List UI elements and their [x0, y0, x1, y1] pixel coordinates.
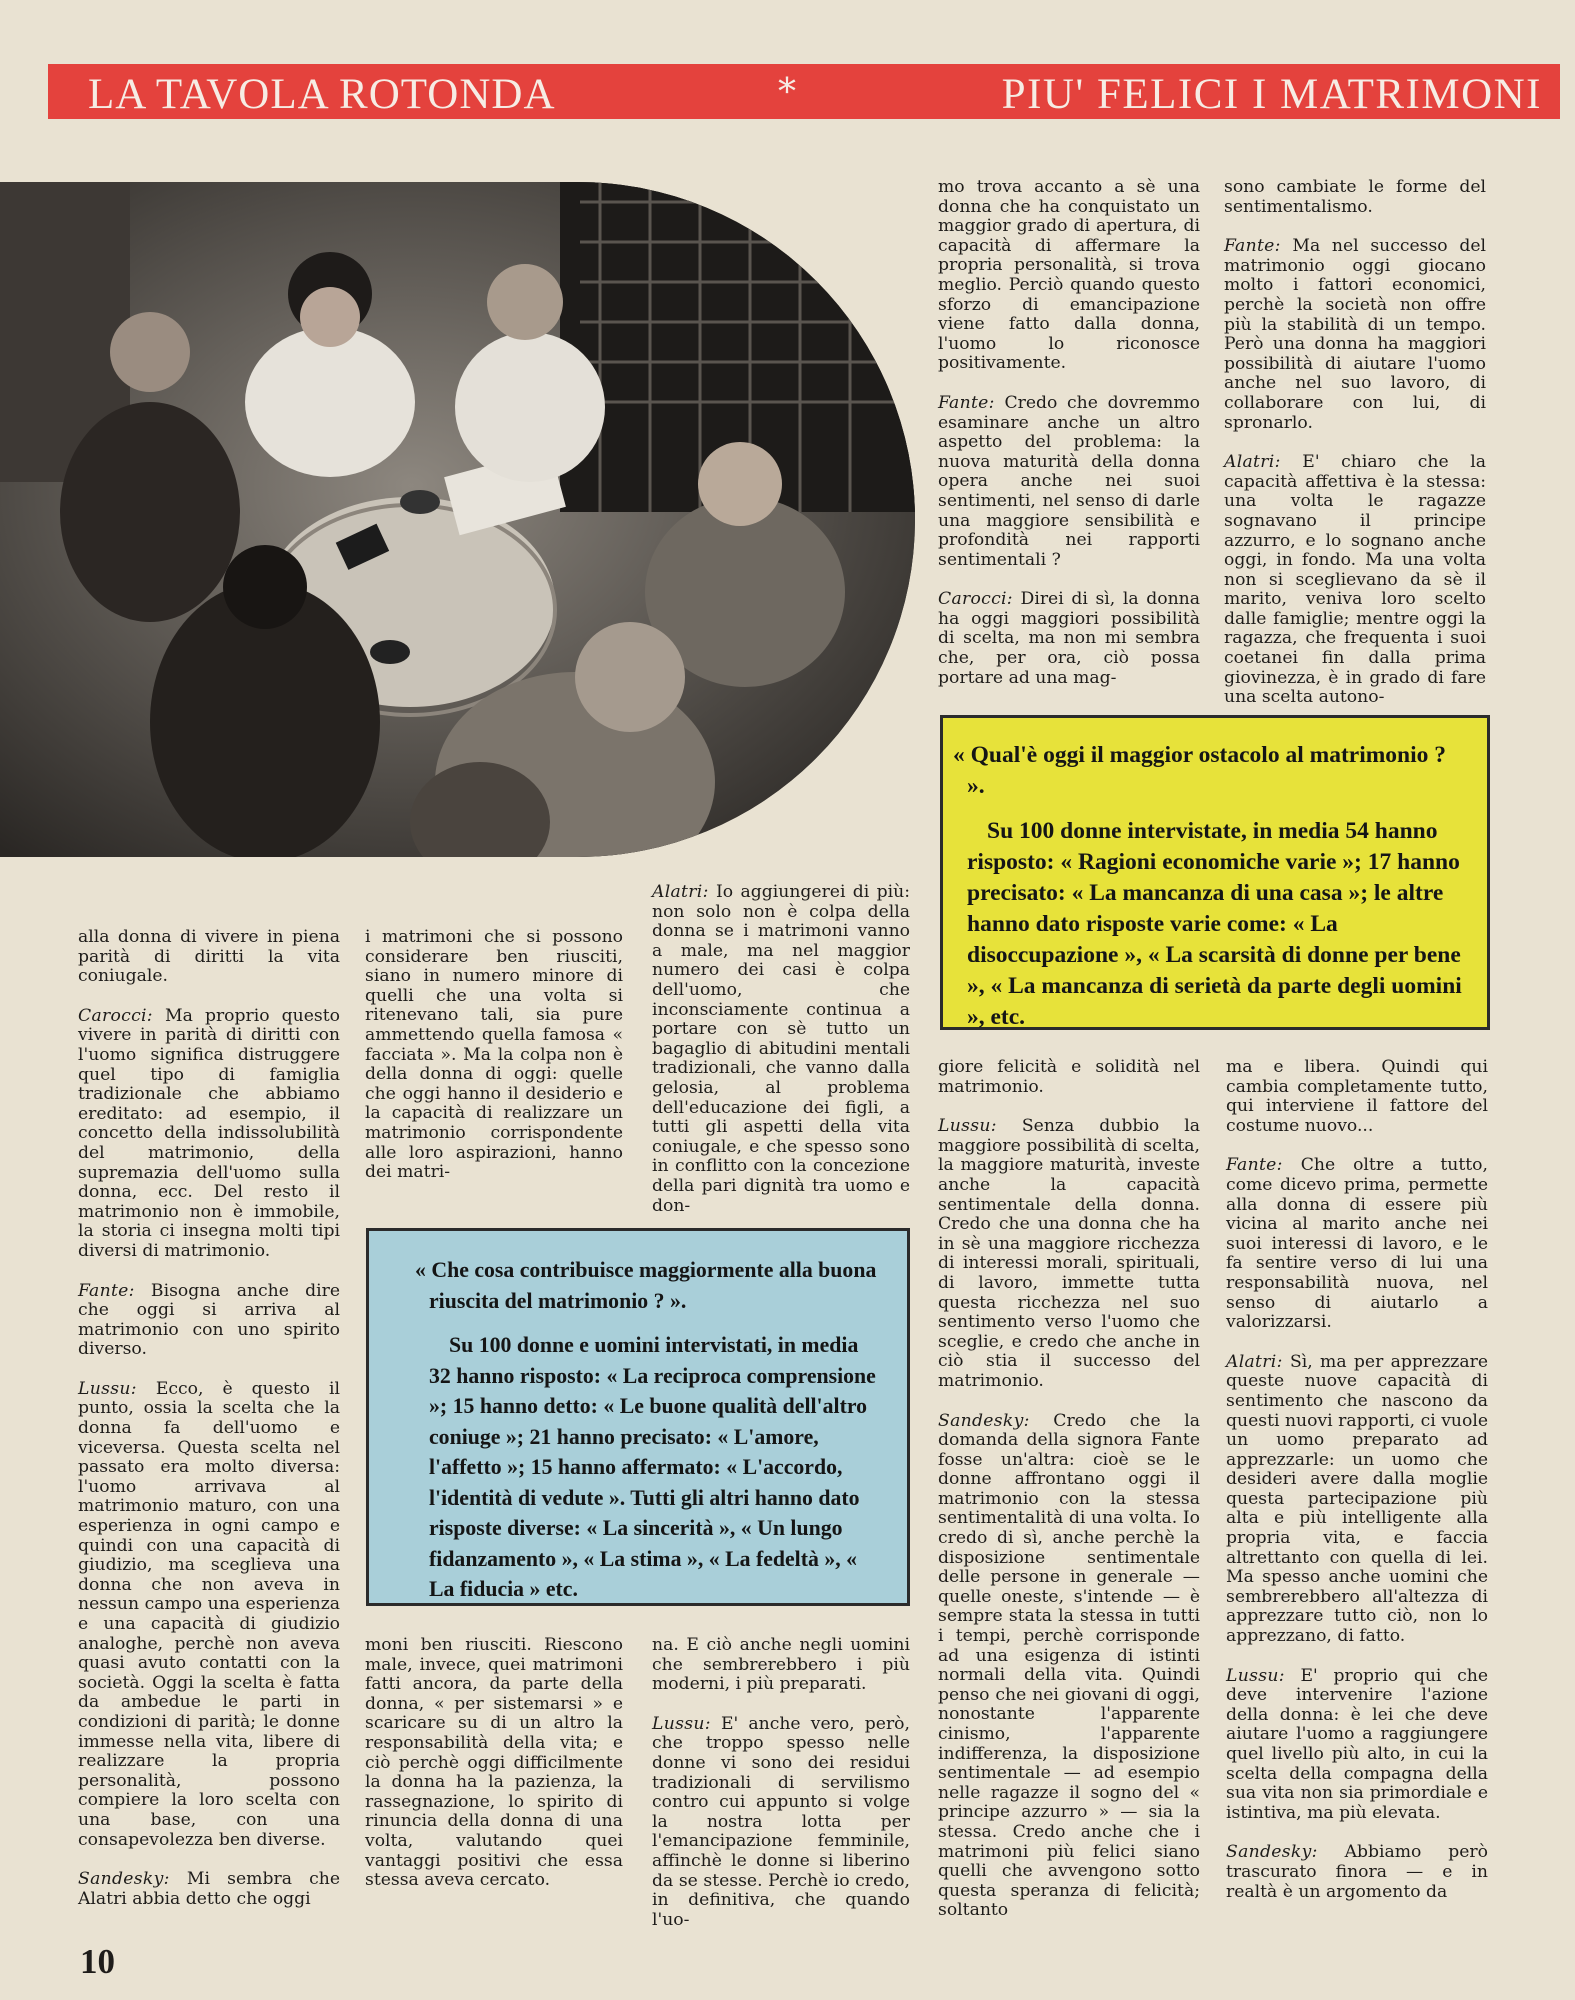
speaker-label: Alatri: — [652, 882, 709, 902]
paragraph — [365, 1636, 623, 1891]
photo-illustration — [0, 182, 915, 857]
paragraph-text: Ma proprio questo vivere in parità di diritti con l'uomo significa distruggere quel tipo di famiglia tradizionale che abbiamo ereditato: ad esempio, il concetto della indissolubilità del matrimonio, della supremazia dell'uomo sulla donna, ecc. Del resto il matrimonio non è immobile, la storia ci insegna molti tipi diversi di matrimonio. — [78, 1005, 340, 1261]
column-top-2 — [1224, 178, 1486, 708]
paragraph — [652, 883, 910, 1216]
paragraph-text: Che oltre a tutto, come dicevo prima, permette alla donna di essere più vicina al marito anche nei suoi interessi di lavoro, e le fa sentire verso di lui una responsabilità nuova, nel senso di aiutarlo a valorizzarsi. — [1226, 1155, 1488, 1333]
paragraph — [652, 1636, 910, 1695]
paragraph-text: alla donna di vivere in piena parità di diritti la vita coniugale. — [78, 927, 340, 987]
speaker-label: Lussu: — [938, 1116, 997, 1137]
round-table-photo — [0, 182, 915, 857]
column-top-1 — [938, 178, 1200, 688]
speaker-label: Fante: — [1224, 236, 1281, 257]
speaker-label: Alatri: — [1224, 452, 1281, 473]
paragraph-text: Senza dubbio la maggiore possibilità di scelta, la maggiore maturità, investe anche la capacità sentimentale della donna. Credo che una donna che ha in sè una maggiore ricchezza di interessi morali, spirituali, di lavoro, immette tutta questa ricchezza nel suo sentimento verso l'uomo che sceglie, e credo che anche in ciò stia il successo del matrimonio. — [938, 1116, 1200, 1391]
paragraph-text: Abbiamo però trascurato finora — e in realtà è un argomento da — [1226, 1842, 1488, 1902]
paragraph — [1224, 453, 1486, 708]
speaker-label: Fante: — [1226, 1155, 1283, 1176]
paragraph-text: Sì, ma per apprezzare queste nuove capacità di sentimento che nascono da questi nuovi rapporti, ci vuole un uomo preparato ad apprezzarle: un uomo che desideri avere dalla moglie questa partecipazione più alta e più intelligente alla propria vita, e faccia altrettanto con quella di lei. Ma spesso anche uomini che sembrerebbero all'altezza di apprezzare tutto ciò, non lo apprezzano, di fatto. — [1226, 1351, 1488, 1647]
paragraph-text: Credo che dovremmo esaminare anche un altro aspetto del problema: la nuova maturità della donna opera anche nei suoi sentimenti, nel senso di darle una maggiore sensibilità e profondità nei rapporti sentimentali ? — [938, 392, 1200, 570]
survey-box-obstacle — [940, 715, 1490, 1030]
speaker-label: Lussu: — [78, 1378, 137, 1399]
paragraph-text: i matrimoni che si possono considerare ben riusciti, siano in numero minore di quelli che una volta si ritenevano tali, sia pure ammettendo quella famosa « facciata ». Ma la colpa non è della donna di oggi: quelle che oggi hanno il desiderio e la capacità di realizzare un matrimonio corrispondente alle loro aspirazioni, hanno dei matri- — [365, 927, 623, 1183]
paragraph-text: mo trova accanto a sè una donna che ha conquistato un maggior grado di apertura, di capacità di affermare la propria personalità, si trova meglio. Perciò quando questo sforzo di emancipazione viene fatto dalla donna, l'uomo lo riconosce positivamente. — [938, 177, 1200, 374]
paragraph-text: Credo che la domanda della signora Fante fosse un'altra: cioè se le donne affrontano oggi il matrimonio con la stessa sentimentalità di una volta. Io credo di sì, anche perchè la disposizione sentimentale delle persone in generale — quelle oneste, s'intende — è sempre stata la stessa in tutti i tempi, perchè corrisponde ad una esigenza di istinti normali della vita. Quindi penso che nei giovani di oggi, nonostante l'apparente cinismo, l'apparente indifferenza, la disposizione sentimentale — ad esempio nelle ragazze il sogno del « principe azzurro » — sia la stessa. Credo anche che i matrimoni più felici siano quelli che avvengono sotto questa speranza di felicità; soltanto — [938, 1410, 1200, 1921]
survey-answer: Su 100 donne e uomini intervistati, in media 32 hanno risposto: « La reciproca comprensione »; 15 hanno detto: « Le buone qualità dell'altro coniuge »; 21 hanno precisato: « L'amore, l'affetto »; 15 hanno affermato: « L'accordo, l'identità di vedute ». Tutti gli altri hanno dato risposte diverse: « La sincerità », « Un lungo fidanzamento », « La stima », « La fedeltà », « La fiducia » etc. — [429, 1333, 876, 1601]
column-2-top — [365, 928, 623, 1183]
paragraph — [1226, 1843, 1488, 1902]
survey-answer: Su 100 donne intervistate, in media 54 hanno risposto: « Ragioni economiche varie »; 17 hanno precisato: « La mancanza di una casa »; le altre hanno dato risposte varie come: « La disoccupazione », « La scarsità di donne per bene », « La mancanza di serietà da parte degli uomini », etc. — [967, 818, 1462, 1030]
paragraph — [1226, 1058, 1488, 1136]
column-1 — [78, 928, 340, 1909]
paragraph — [652, 1715, 910, 1931]
paragraph — [1226, 1667, 1488, 1824]
paragraph — [78, 928, 340, 987]
paragraph-text: sono cambiate le forme del sentimentalismo. — [1224, 177, 1486, 217]
column-5 — [1226, 1058, 1488, 1902]
paragraph — [938, 1058, 1200, 1097]
speaker-label: Carocci: — [938, 589, 1013, 610]
paragraph-text: moni ben riusciti. Riescono male, invece, quei matrimoni fatti ancora, da parte della donna, « per sistemarsi » e scaricare su di un altro la responsabilità della vita; e ciò perchè oggi difficilmente la donna ha la pazienza, la rassegnazione, lo spirito di rinuncia della donna di una volta, valutando quei vantaggi positivi che essa stessa aveva cercato. — [365, 1635, 623, 1891]
paragraph — [938, 1117, 1200, 1391]
paragraph — [938, 1412, 1200, 1921]
speaker-label: Carocci: — [78, 1005, 153, 1026]
paragraph-text: Io aggiungerei di più: non solo non è colpa della donna se i matrimoni vanno a male, ma nel maggior numero dei casi è colpa dell'uomo, che inconsciamente continua a portare con sè tutto un bagaglio di abitudini mentali tradizionali, che vanno dalla gelosia, al problema dell'educazione dei figli, a tutti gli aspetti della vita coniugale, e che spesso sono in conflitto con la concezione della pari dignità tra uomo e don- — [652, 882, 910, 1216]
paragraph-text: E' anche vero, però, che troppo spesso nelle donne vi sono dei residui tradizionali di servilismo contro cui appunto si volge la nostra lotta per l'emancipazione femminile, affinchè le donne si liberino da se stesse. Perchè io credo, in definitiva, che quando l'uo- — [652, 1713, 910, 1930]
section-title: LA TAVOLA ROTONDA — [88, 71, 556, 118]
paragraph-text: Ecco, è questo il punto, ossia la scelta che la donna fa dell'uomo e viceversa. Questa scelta nel passato era molto diversa: l'uomo arrivava al matrimonio maturo, con una esperienza in ogni campo e quindi con una capacità di giudizio, ma sceglieva una donna che non aveva in nessun campo una esperienza e una capacità di giudizio analoghe, perchè non aveva quasi avuto contatti con la società. Oggi la scelta è fatta da ambedue le parti in condizioni di parità; le donne immesse nella vita, libere di realizzare la propria personalità, possono compiere la loro scelta con una base, con una consapevolezza ben diverse. — [78, 1378, 340, 1850]
paragraph — [1226, 1353, 1488, 1647]
speaker-label: Fante: — [78, 1280, 135, 1301]
paragraph — [365, 928, 623, 1183]
paragraph — [78, 1007, 340, 1262]
asterisk-separator-icon: * — [778, 72, 796, 113]
paragraph — [78, 1380, 340, 1850]
speaker-label: Lussu: — [1226, 1665, 1285, 1686]
paragraph-text: giore felicità e solidità nel matrimonio. — [938, 1057, 1200, 1097]
paragraph — [938, 394, 1200, 570]
paragraph — [78, 1282, 340, 1360]
paragraph-text: E' proprio qui che deve intervenire l'azione della donna: è lei che deve aiutare l'uomo a raggiungere quel livello più alto, in cui la scelta della compagna della sua vita non sia primordiale e istintiva, ma più elevata. — [1226, 1665, 1488, 1823]
paragraph — [938, 178, 1200, 374]
column-2-bottom — [365, 1636, 623, 1891]
paragraph-text: Bisogna anche dire che oggi si arriva al matrimonio con uno spirito diverso. — [78, 1280, 340, 1360]
page-number: 10 — [80, 1942, 115, 1981]
column-3-bottom — [652, 1636, 910, 1930]
paragraph — [938, 590, 1200, 688]
speaker-label: Fante: — [938, 392, 995, 413]
paragraph — [1224, 178, 1486, 217]
paragraph-text: Ma nel successo del matrimonio oggi giocano molto i fattori economici, perchè la società non offre più la stabilità di un tempo. Però una donna ha maggiori possibilità di aiutare l'uomo anche nel suo lavoro, di collaborare con lui, di spronarlo. — [1224, 236, 1486, 433]
paragraph-text: ma e libera. Quindi qui cambia completamente tutto, qui interviene il fattore del costume nuovo... — [1226, 1057, 1488, 1136]
survey-box-success — [366, 1228, 910, 1606]
column-4 — [938, 1058, 1200, 1921]
column-3-top — [652, 883, 910, 1216]
speaker-label: Alatri: — [1226, 1351, 1283, 1372]
paragraph-text: Mi sembra che Alatri abbia detto che oggi — [78, 1869, 340, 1909]
survey-question: « Che cosa contribuisce maggiormente alla buona riuscita del matrimonio ? ». — [415, 1258, 877, 1313]
speaker-label: Sandesky: — [1226, 1842, 1318, 1863]
speaker-label: Sandesky: — [78, 1869, 170, 1890]
article-title: PIU' FELICI I MATRIMONI — [1001, 71, 1542, 118]
survey-question: « Qual'è oggi il maggior ostacolo al matrimonio ? ». — [953, 742, 1447, 799]
paragraph-text: na. E ciò anche negli uomini che sembrerebbero i più moderni, i più preparati. — [652, 1635, 910, 1695]
title-banner — [48, 64, 1560, 119]
paragraph — [1224, 237, 1486, 433]
paragraph-text: Direi di sì, la donna ha oggi maggiori possibilità di scelta, ma non mi sembra che, per ora, ciò possa portare ad una mag- — [938, 589, 1200, 688]
speaker-label: Sandesky: — [938, 1410, 1030, 1431]
paragraph — [1226, 1156, 1488, 1332]
speaker-label: Lussu: — [652, 1713, 711, 1734]
paragraph — [78, 1870, 340, 1909]
paragraph-text: E' chiaro che la capacità affettiva è la stessa: una volta le ragazze sognavano il principe azzurro, e lo sognano anche oggi, in fondo. Ma una volta non si sceglievano da sè il marito, veniva loro scelto dalle famiglie; mentre oggi la ragazza, che frequenta i suoi coetanei fin dalla prima giovinezza, è in grado di fare una scelta autono- — [1224, 452, 1486, 708]
